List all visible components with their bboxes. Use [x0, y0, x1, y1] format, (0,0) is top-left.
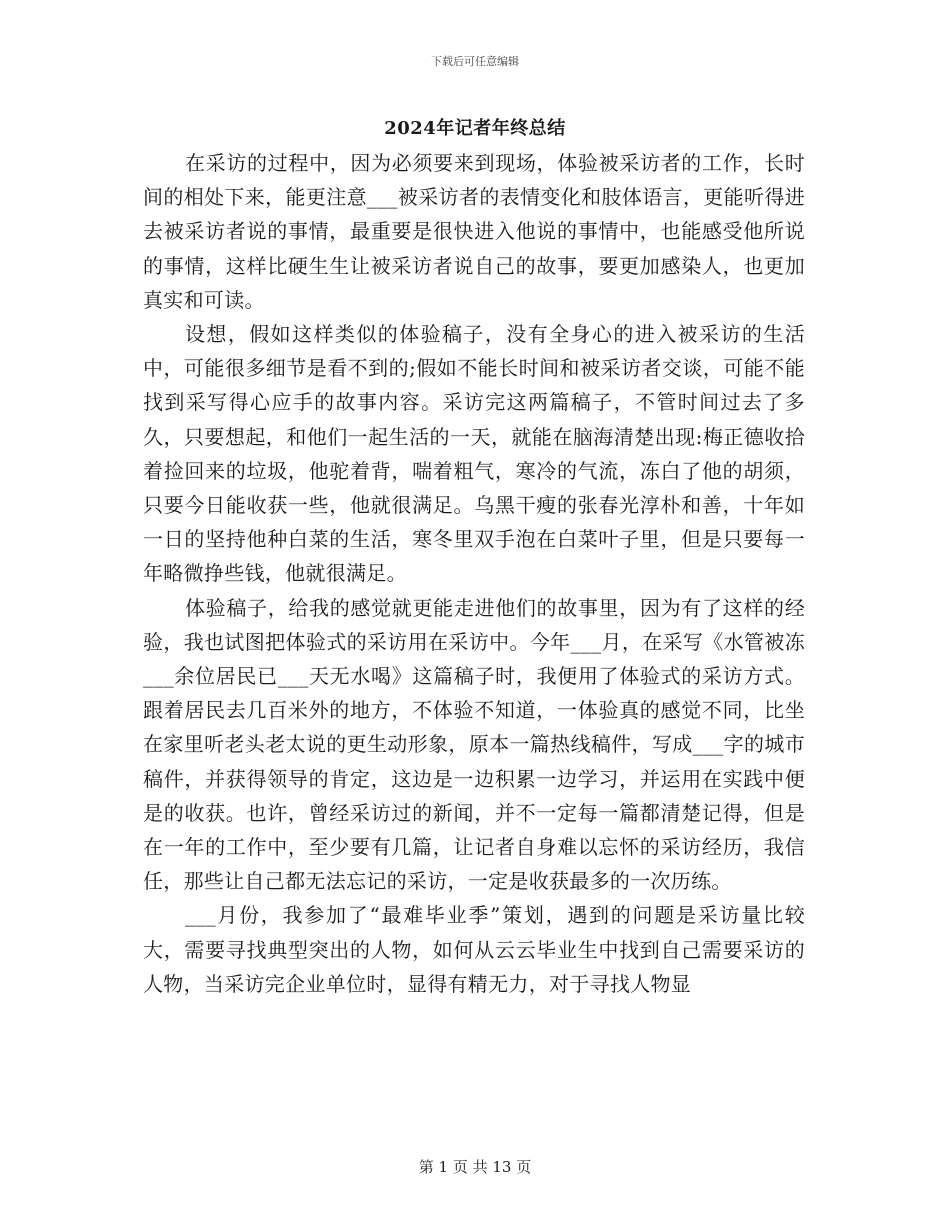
paragraph: 体验稿子，给我的感觉就更能走进他们的故事里，因为有了这样的经验，我也试图把体验式的采访用在采访中。今年___月，在采写《水管被冻___余位居民已___天无水喝》这篇稿子时，我便用了体验式的采访方式。跟着居民去几百米外的地方，不体验不知道，一体验真的感觉不同，比坐在家里听老头老太说的更生动形象，原本一篇热线稿件，写成___字的城市稿件，并获得领导的肯定，这边是一边积累一边学习，并运用在实践中便是的收获。也许，曾经采访过的新闻，并不一定每一篇都清楚记得，但是在一年的工作中，至少要有几篇，让记者自身难以忘怀的采访经历，我信任，那些让自己都无法忘记的采访，一定是收获最多的一次历练。 — [143, 595, 805, 894]
paragraph: 设想，假如这样类似的体验稿子，没有全身心的进入被采访的生活中，可能很多细节是看不到的;假如不能长时间和被采访者交谈，可能不能找到采写得心应手的故事内容。采访完这两篇稿子，不管时间过去了多久，只要想起，和他们一起生活的一天，就能在脑海清楚出现:梅正德收拾着捡回来的垃圾，他驼着背，喘着粗气，寒冷的气流，冻白了他的胡须，只要今日能收获一些，他就很满足。乌黑干瘦的张春光淳朴和善，十年如一日的坚持他种白菜的生活，寒冬里双手泡在白菜叶子里，但是只要每一年略微挣些钱，他就很满足。 — [143, 322, 805, 586]
page-number: 第 1 页 共 13 页 — [418, 1158, 532, 1176]
paragraph: 在采访的过程中，因为必须要来到现场，体验被采访者的工作，长时间的相处下来，能更注意___被采访者的表情变化和肢体语言，更能听得进去被采访者说的事情，最重要是很快进入他说的事情中，也能感受他所说的事情，这样比硬生生让被采访者说自己的故事，要更加感染人，也更加真实和可读。 — [143, 151, 805, 312]
page-header-note: 下载后可任意编辑 — [431, 55, 519, 68]
document-body — [143, 146, 805, 1001]
paragraph: ___月份，我参加了“最难毕业季”策划，遇到的问题是采访量比较大，需要寻找典型突出的人物，如何从云云毕业生中找到自己需要采访的人物，当采访完企业单位时，显得有精无力，对于寻找人物显 — [143, 903, 805, 996]
document-title: 2024年记者年终总结 — [384, 118, 566, 139]
